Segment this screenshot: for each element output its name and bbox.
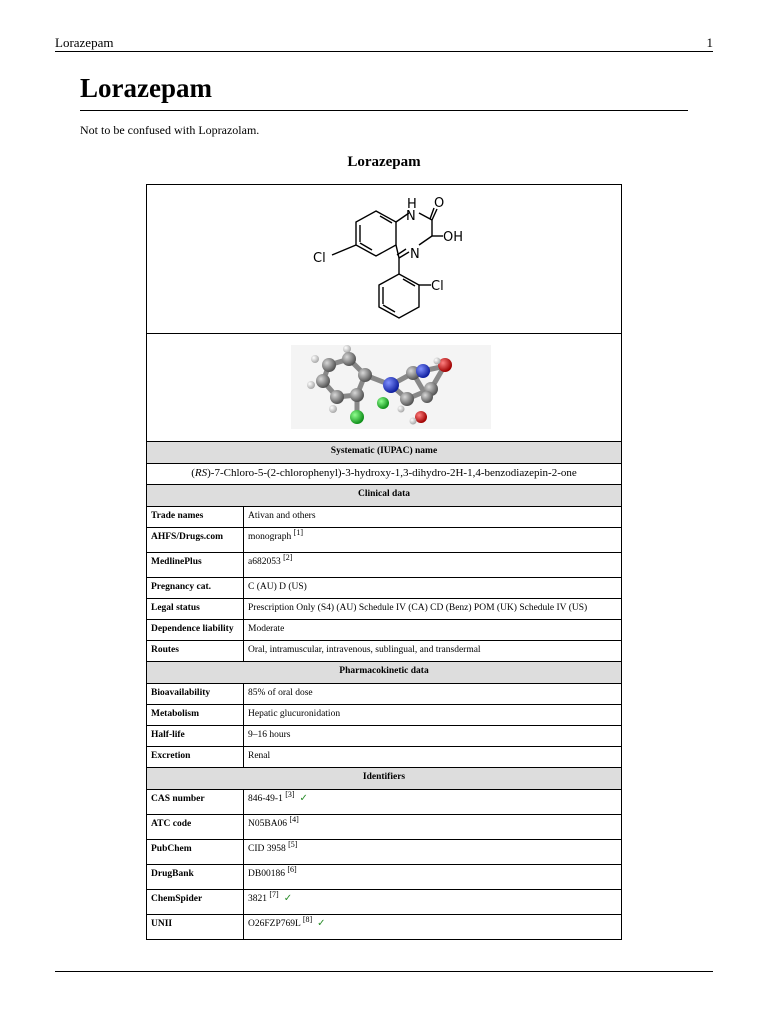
row-value-cell <box>244 915 622 940</box>
row-value-cell <box>244 815 622 840</box>
row-value-cell <box>244 684 622 705</box>
row-label: MedlinePlus <box>147 553 244 578</box>
reference-link[interactable]: [6] <box>287 865 297 874</box>
iupac-name-post: )-7-Chloro-5-(2-chlorophenyl)-3-hydroxy-1,3-dihydro-2H-1,4-benzodiazepin-2-one <box>207 467 577 479</box>
row-value-cell <box>244 553 622 578</box>
structure-bonds <box>332 208 443 318</box>
row-value: Moderate <box>248 624 285 634</box>
infobox-caption: Lorazepam <box>347 154 421 170</box>
atom-label-n: N <box>410 247 420 262</box>
page-title: Lorazepam <box>80 73 212 103</box>
skeletal-structure-image <box>151 188 627 326</box>
atom-label-cl-right: Cl <box>431 279 444 294</box>
iupac-name <box>147 464 622 485</box>
infobox <box>146 184 622 940</box>
infobox-row <box>147 553 622 578</box>
reference-link[interactable]: [7] <box>269 890 279 899</box>
verified-check-icon: ✓ <box>317 918 326 929</box>
row-value: 846-49-1 <box>248 794 283 804</box>
row-label: Excretion <box>147 747 244 768</box>
row-label: Pregnancy cat. <box>147 578 244 599</box>
nitrogen-atom-2 <box>416 364 430 378</box>
atom-label-o: O <box>434 196 445 211</box>
header-rule <box>55 51 713 52</box>
verified-check-icon: ✓ <box>283 893 293 904</box>
row-value-cell <box>244 578 622 599</box>
hatnote: Not to be confused with Loprazolam. <box>80 123 260 137</box>
row-label: Legal status <box>147 599 244 620</box>
footer-rule <box>55 971 713 972</box>
reference-link[interactable]: [5] <box>288 840 298 849</box>
infobox-row <box>147 890 622 915</box>
infobox-row <box>147 507 622 528</box>
infobox-row <box>147 599 622 620</box>
row-value-cell <box>244 865 622 890</box>
infobox-row <box>147 790 622 815</box>
row-label: AHFS/Drugs.com <box>147 528 244 553</box>
row-value: DB00186 <box>248 869 285 879</box>
infobox-row <box>147 528 622 553</box>
row-label: Dependence liability <box>147 620 244 641</box>
row-value-cell <box>244 599 622 620</box>
infobox-row <box>147 620 622 641</box>
row-value-cell <box>244 528 622 553</box>
row-label: ATC code <box>147 815 244 840</box>
section-header-clinical: Clinical data <box>147 485 622 507</box>
row-value-cell <box>244 747 622 768</box>
atom-label-n-top: N <box>406 209 416 224</box>
nitrogen-atom <box>383 377 399 393</box>
atom-label-nh: H <box>407 197 417 212</box>
row-value-cell <box>244 641 622 662</box>
page-number: 1 <box>706 35 713 50</box>
section-header-pharmacokinetic: Pharmacokinetic data <box>147 662 622 684</box>
row-label: CAS number <box>147 790 244 815</box>
row-value: Oral, intramuscular, intravenous, sublingual, and transdermal <box>248 645 481 655</box>
row-value-cell <box>244 726 622 747</box>
atom-label-oh: OH <box>443 230 464 245</box>
row-value-cell <box>244 840 622 865</box>
reference-link[interactable]: [8] <box>302 915 313 924</box>
row-value: Prescription Only (S4) (AU) Schedule IV (CA) CD (Benz) POM (UK) Schedule IV (US) <box>248 603 588 613</box>
infobox-row <box>147 705 622 726</box>
row-value: Ativan and others <box>248 511 316 521</box>
section-header-iupac: Systematic (IUPAC) name <box>147 442 622 464</box>
oxygen-atom-2 <box>415 411 427 423</box>
reference-link[interactable]: [1] <box>293 528 303 537</box>
row-label: PubChem <box>147 840 244 865</box>
iupac-name-italic: RS <box>194 467 208 479</box>
row-value: N05BA06 <box>248 819 288 829</box>
row-value-cell <box>244 790 622 815</box>
row-label: Routes <box>147 641 244 662</box>
infobox-row <box>147 747 622 768</box>
infobox-row <box>147 865 622 890</box>
section-header-identifiers: Identifiers <box>147 768 622 790</box>
row-value: C (AU) D (US) <box>248 582 307 592</box>
row-value: monograph <box>248 532 292 542</box>
row-value-cell <box>244 620 622 641</box>
row-label: Half-life <box>147 726 244 747</box>
infobox-row <box>147 578 622 599</box>
verified-check-icon: ✓ <box>299 793 308 804</box>
reference-link[interactable]: [2] <box>283 553 293 562</box>
chlorine-atom <box>350 410 364 424</box>
row-value: 3821 <box>248 894 267 904</box>
row-label: DrugBank <box>147 865 244 890</box>
row-label: ChemSpider <box>147 890 244 915</box>
row-value: Hepatic glucuronidation <box>248 709 341 719</box>
row-label: Bioavailability <box>147 684 244 705</box>
ball-and-stick-model-image <box>151 337 627 434</box>
iupac-name-pre: ( <box>191 467 195 479</box>
reference-link[interactable]: [4] <box>289 815 299 824</box>
title-rule <box>80 110 688 111</box>
chlorine-atom-2 <box>377 397 389 409</box>
row-label: Metabolism <box>147 705 244 726</box>
infobox-row <box>147 815 622 840</box>
row-value-cell <box>244 705 622 726</box>
row-value: 9–16 hours <box>248 730 291 740</box>
row-value-cell <box>244 507 622 528</box>
infobox-row <box>147 840 622 865</box>
infobox-row <box>147 915 622 940</box>
infobox-row <box>147 641 622 662</box>
structure-cell <box>147 185 622 334</box>
infobox-row <box>147 684 622 705</box>
ballstick-cell <box>147 334 622 442</box>
row-value: Renal <box>248 751 271 761</box>
running-header <box>55 35 713 51</box>
row-value: O26FZP769L <box>248 919 301 929</box>
infobox-row <box>147 726 622 747</box>
row-value-cell <box>244 890 622 915</box>
row-value: a682053 <box>248 557 281 567</box>
row-label: Trade names <box>147 507 244 528</box>
reference-link[interactable]: [3] <box>285 790 295 799</box>
running-title: Lorazepam <box>55 35 114 50</box>
row-value: CID 3958 <box>248 844 286 854</box>
row-value: 85% of oral dose <box>248 688 313 698</box>
atom-label-cl-left: Cl <box>313 251 326 266</box>
row-label: UNII <box>147 915 244 940</box>
